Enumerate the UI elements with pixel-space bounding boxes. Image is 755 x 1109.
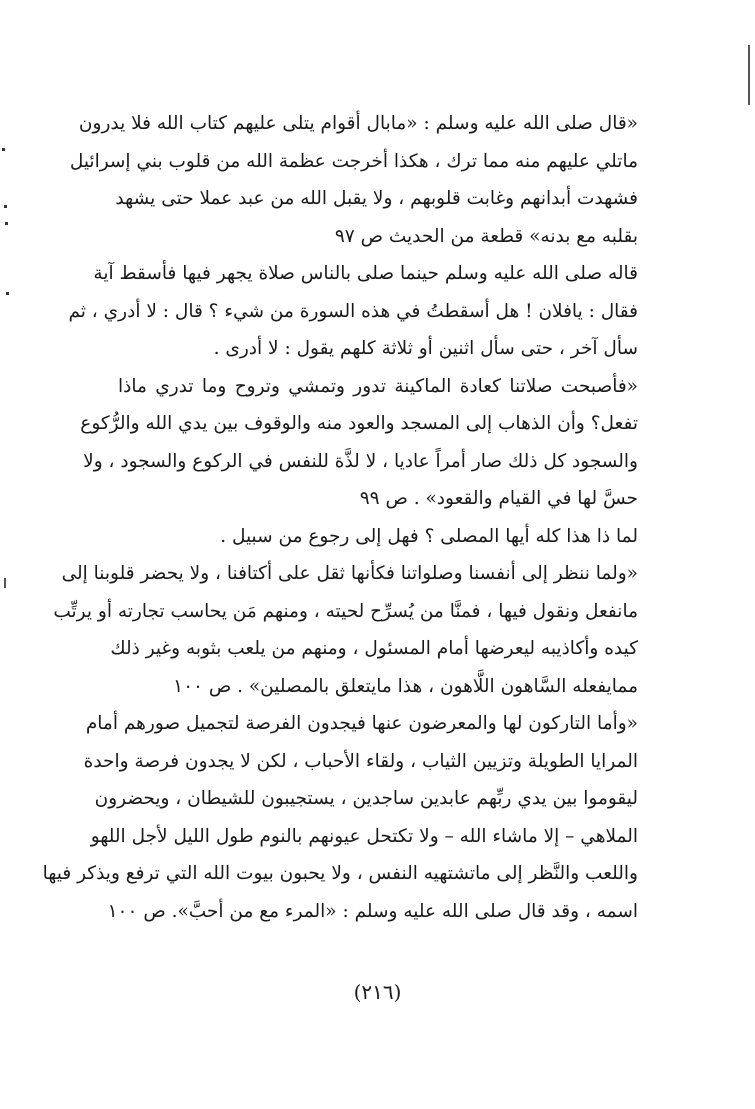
text-line: لما ذا هذا كله أيها المصلى ؟ فهل إلى رجوع من سبيل . (220, 525, 638, 547)
scan-mark (5, 222, 8, 225)
page-number: (٢١٦) (353, 980, 402, 1004)
scan-mark (6, 292, 9, 295)
text-line: بقلبه مع بدنه» قطعة من الحديث ص ٩٧ (334, 225, 638, 247)
text-line: «قال صلى الله عليه وسلم : «مابال أقوام يتلى عليهم كتاب الله فلا يدرون (78, 113, 638, 134)
text-line: فقال : يافلان ! هل أسقطتُ في هذه السورة من شيء ؟ قال : لا أدري ، ثم (68, 300, 638, 322)
text-line: ليقوموا بين يدي ربِّهم عابدين ساجدين ، يستجيبون للشيطان ، ويحضرون (94, 788, 638, 809)
text-line: فشهدت أبدانهم وغابت قلوبهم ، ولا يقبل الله من عبد عملا حتى يشهد (115, 188, 638, 209)
text-line: سأل آخر ، حتى سأل اثنين أو ثلاثة كلهم يقول : لا أدرى . (213, 338, 638, 359)
text-line: المرايا الطويلة وتزيين الثياب ، ولقاء الأحباب ، لكن لا يجدون فرصة واحدة (83, 750, 638, 772)
text-line: حسَّ لها في القيام والقعود» . ص ٩٩ (359, 488, 638, 509)
text-line: كيده وأكاذيبه ليعرضها أمام المسئول ، ومنهم من يلعب بثوبه وغير ذلك (110, 638, 638, 659)
text-line: «وأما التاركون لها والمعرضون عنها فيجدون الفرصة لتجميل صورهم أمام (85, 713, 638, 734)
text-line: مانفعل ونقول فيها ، فمنَّا من يُسرِّح لحيته ، ومنهم مَن يحاسب تجارته أو يرتِّب (53, 600, 638, 622)
text-line: تفعل؟ وأن الذهاب إلى المسجد والعود منه والوقوف بين يدي الله والرُّكوع (80, 413, 638, 434)
text-line: «ولما ننظر إلى أنفسنا وصلواتنا فكأنها ثقل على أكتافنا ، ولا يحضر قلوبنا إلى (61, 563, 638, 584)
text-line: اسمه ، وقد قال صلى الله عليه وسلم : «المرء مع من أحبَّ». ص ١٠٠ (107, 900, 638, 922)
text-line: والسجود كل ذلك صار أمراً عاديا ، لا لذَّة للنفس في الركوع والسجود ، ولا (83, 450, 638, 472)
text-line: ممايفعله السَّاهون اللَّاهون ، هذا مايتعلق بالمصلين» . ص ١٠٠ (173, 675, 638, 697)
text-line: قاله صلى الله عليه وسلم حينما صلى بالناس صلاة يجهر فيها فأسقط آية (93, 263, 638, 284)
scan-mark (2, 148, 5, 151)
text-line: «فأصبحت صلاتنا كعادة الماكينة تدور وتمشي وتروح وما تدري ماذا (118, 375, 638, 397)
text-line: الملاهي – إلا ماشاء الله – ولا تكتحل عيونهم بالنوم طول الليل لأجل اللهو (90, 825, 638, 847)
scan-mark (4, 578, 6, 588)
scan-mark (748, 45, 750, 105)
page-body (42, 105, 638, 930)
scan-mark (4, 205, 7, 208)
text-line: واللعب والنَّظر إلى ماتشتهيه النفس ، ولا يحبون بيوت الله التي ترفع ويذكر فيها (42, 863, 638, 884)
text-line: ماتلي عليهم منه مما ترك ، هكذا أخرجت عظمة الله من قلوب بني إسرائيل (69, 150, 638, 172)
